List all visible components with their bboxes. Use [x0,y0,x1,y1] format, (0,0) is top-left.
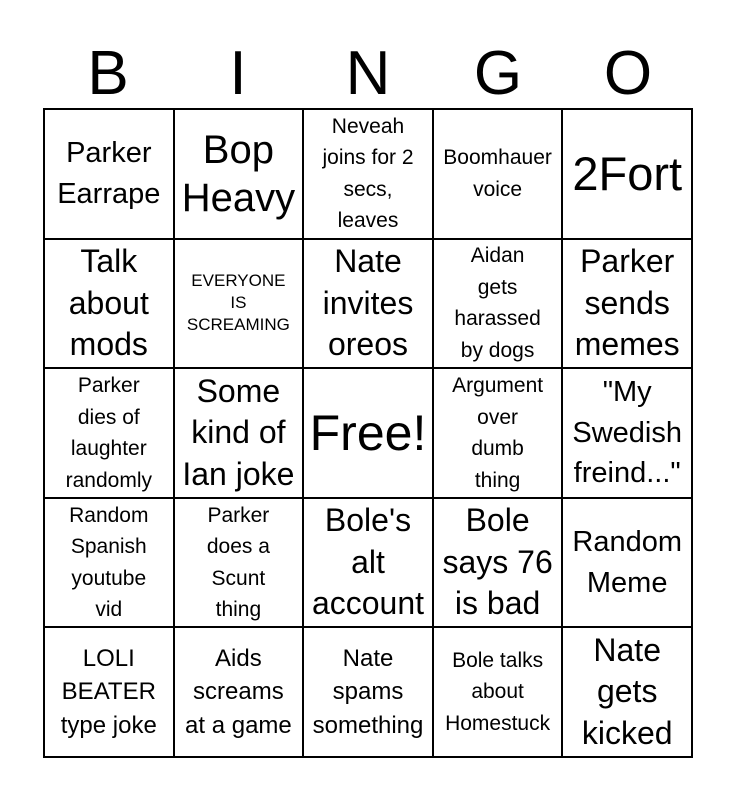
cell-text: Free! [309,404,427,461]
header-letter-o: O [603,39,653,108]
bingo-cell[interactable] [174,368,304,498]
cell-text: Some kind of Ian joke [182,372,295,492]
cell-text: Bop Heavy [181,127,296,220]
bingo-cell[interactable] [174,627,304,757]
cell-text: Talk about mods [68,243,149,363]
bingo-cell[interactable] [433,239,563,369]
bingo-cell-free[interactable] [303,368,433,498]
bingo-cell[interactable] [44,109,174,239]
bingo-cell[interactable] [44,368,174,498]
cell-text: Parker does a Scunt thing [206,503,270,622]
cell-text: Bole says 76 is bad [442,502,553,622]
bingo-cell[interactable] [174,239,304,369]
cell-text: Aids screams at a game [185,644,292,739]
bingo-cell[interactable] [562,109,692,239]
cell-text: Bole talks about Homestuck [445,648,551,735]
bingo-cell[interactable] [303,627,433,757]
header-letter-n: N [345,39,391,108]
cell-text: Nate invites oreos [322,243,414,363]
cell-text: Argument over dumb thing [452,374,544,492]
bingo-cell[interactable] [44,627,174,757]
cell-text: Random Meme [572,526,682,599]
cell-text: LOLI BEATER type joke [60,644,157,739]
cell-text: Nate gets kicked [581,631,673,751]
header-letter-g: G [473,39,523,108]
cell-text: Nate spams something [312,644,424,739]
bingo-cell[interactable] [433,498,563,628]
cell-text: "My Swedish freind..." [572,376,682,490]
cell-text: Parker sends memes [574,243,680,363]
cell-text: Boomhauer voice [443,146,552,201]
bingo-cell[interactable] [174,498,304,628]
bingo-cell[interactable] [562,368,692,498]
cell-text: 2Fort [572,146,683,200]
bingo-board [43,108,693,758]
bingo-cell[interactable] [303,498,433,628]
bingo-cell[interactable] [433,368,563,498]
bingo-cell[interactable] [174,109,304,239]
cell-text: Parker Earrape [57,137,161,210]
cell-text: Neveah joins for 2 secs, leaves [322,114,414,233]
cell-text: EVERYONE IS SCREAMING [186,271,290,335]
bingo-cell[interactable] [433,627,563,757]
bingo-cell[interactable] [562,239,692,369]
bingo-cell[interactable] [562,498,692,628]
cell-text: Random Spanish youtube vid [69,503,149,622]
cell-text: Parker dies of laughter randomly [65,374,152,492]
bingo-cell[interactable] [562,627,692,757]
header-letter-i: I [229,39,247,108]
bingo-header [43,40,693,108]
bingo-cell[interactable] [303,239,433,369]
bingo-cell[interactable] [303,109,433,239]
cell-text: Aidan gets harassed by dogs [454,244,541,362]
bingo-cell[interactable] [44,498,174,628]
bingo-cell[interactable] [44,239,174,369]
header-letter-b: B [87,39,129,108]
bingo-cell[interactable] [433,109,563,239]
cell-text: Bole's alt account [311,502,425,622]
